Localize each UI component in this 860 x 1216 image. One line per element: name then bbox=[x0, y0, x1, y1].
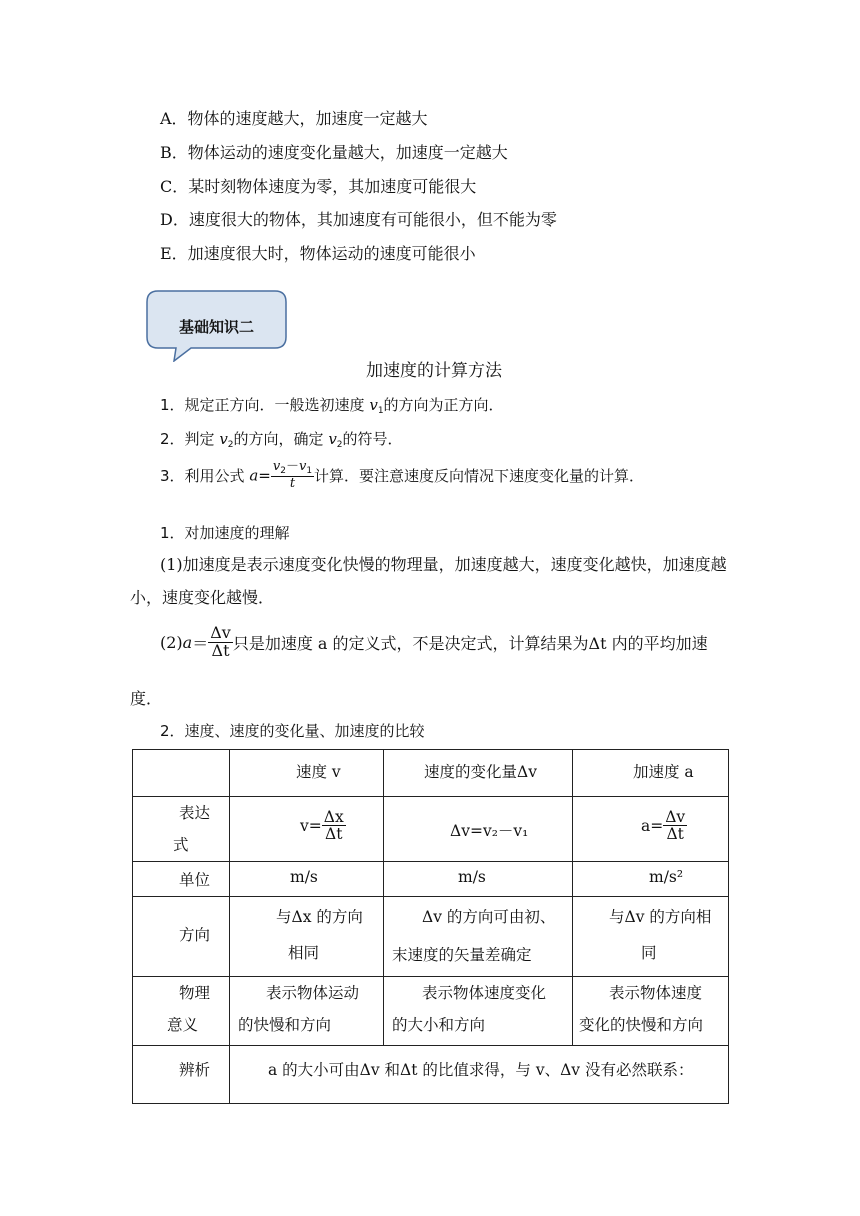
table-row bbox=[133, 897, 729, 977]
table-cell: m/s² bbox=[573, 862, 729, 897]
option-e: E．加速度很大时，物体运动的速度可能很小 bbox=[160, 244, 476, 263]
table-row bbox=[133, 862, 729, 897]
table-row bbox=[133, 750, 729, 797]
table-cell: 速度 v bbox=[230, 750, 384, 797]
table-cell: 与Δv 的方向相 同 bbox=[573, 897, 729, 977]
table-cell: a 的大小可由Δv 和Δt 的比值求得，与 v、Δv 没有必然联系： bbox=[230, 1046, 729, 1104]
option-b: B．物体运动的速度变化量越大，加速度一定越大 bbox=[160, 143, 508, 162]
table-cell: 单位 bbox=[133, 862, 230, 897]
table-cell: 速度的变化量Δv bbox=[384, 750, 573, 797]
table-row bbox=[133, 797, 729, 862]
table-cell: 表达 式 bbox=[133, 797, 230, 862]
section-heading: 加速度的计算方法 bbox=[366, 361, 502, 381]
option-a: A．物体的速度越大，加速度一定越大 bbox=[160, 109, 428, 128]
step-2: 2．判定 $v_2$的方向，确定 $v_2$的符号． bbox=[160, 430, 403, 450]
section-callout bbox=[146, 290, 287, 361]
understanding-p2-tail: 度． bbox=[130, 689, 163, 708]
table-row bbox=[133, 977, 729, 1046]
option-c: C．某时刻物体速度为零，其加速度可能很大 bbox=[160, 177, 477, 196]
definition-fraction: $\frac{\Delta v}{\Delta t}$ bbox=[210, 623, 231, 660]
table-cell: 表示物体速度变化 的大小和方向 bbox=[384, 977, 573, 1046]
step-1: 1．规定正方向．一般选初速度 $v_1$的方向为正方向． bbox=[160, 396, 504, 416]
table-cell: 方向 bbox=[133, 897, 230, 977]
table-cell: m/s bbox=[384, 862, 573, 897]
callout-label: 基础知识二 bbox=[178, 318, 254, 336]
table-cell: m/s bbox=[230, 862, 384, 897]
table-cell: Δv 的方向可由初、 末速度的矢量差确定 bbox=[384, 897, 573, 977]
option-d: D．速度很大的物体，其加速度有可能很小，但不能为零 bbox=[160, 210, 557, 229]
table-cell bbox=[133, 750, 230, 797]
table-cell: 表示物体速度 变化的快慢和方向 bbox=[573, 977, 729, 1046]
table-cell: 表示物体运动 的快慢和方向 bbox=[230, 977, 384, 1046]
formula-fraction: $\frac{v_2-v_1}{t}$ bbox=[272, 459, 313, 492]
step-3: 3．利用公式 a= $\frac{v_2-v_1}{t}$ 计算．要注意速度反向情况下速度变化量的计算． bbox=[160, 459, 645, 492]
table-cell: 物理 意义 bbox=[133, 977, 230, 1046]
table-cell: Δv=v₂－v₁ bbox=[384, 797, 573, 862]
comparison-title: 2．速度、速度的变化量、加速度的比较 bbox=[160, 722, 425, 740]
table-cell: 辨析 bbox=[133, 1046, 230, 1104]
table-row bbox=[133, 1046, 729, 1104]
understanding-title: 1．对加速度的理解 bbox=[160, 524, 290, 542]
table-cell: a= $\frac{\Delta v}{\Delta t}$ bbox=[573, 797, 729, 862]
understanding-p1: (1)加速度是表示速度变化快慢的物理量，加速度越大，速度变化越快，加速度越小，速度变化越慢． bbox=[130, 555, 727, 607]
comparison-table bbox=[132, 749, 729, 1104]
table-cell: 加速度 a bbox=[573, 750, 729, 797]
table-cell: 与Δx 的方向 相同 bbox=[230, 897, 384, 977]
table-cell: v= $\frac{\Delta x}{\Delta t}$ bbox=[230, 797, 384, 862]
understanding-p2: (2)a＝ $\frac{\Delta v}{\Delta t}$ 只是加速度 a 的定义式，不是决定式，计算结果为Δt 内的平均加速 bbox=[160, 623, 708, 660]
